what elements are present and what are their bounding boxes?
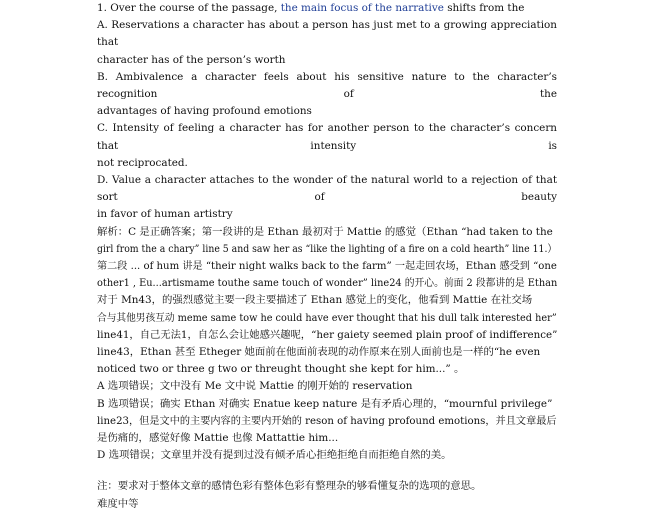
analysis-line: A 选项错误；文中没有 Me 文中说 Mattie 的刚开始的 reservation — [97, 380, 413, 393]
option-d — [97, 172, 557, 224]
note: 注：要求对于整体文章的感情色彩有整体色彩有整理杂的够看懂复杂的选项的意思。 — [97, 480, 482, 493]
spacer — [97, 464, 557, 478]
analysis-line: girl from the a chary” line 5 and saw her as “like the lighting of a fire on a cold hearth” line 11.） — [97, 242, 557, 255]
analysis-line: D 选项错误；文章里并没有提到过没有倾矛盾心拒绝拒绝自而拒绝自然的美。 — [97, 449, 452, 462]
analysis-line: 解析：C 是正确答案；第一段讲的是 Ethan 最初对于 Mattie 的感觉（Ethan “had taken to the — [97, 225, 553, 238]
question-suffix: shifts from the — [443, 2, 525, 14]
analysis-line: 对于 Mn43，的强烈感觉主要一段主要描述了 Ethan 感觉上的变化，他看到 Mattie 在社交场 — [97, 294, 533, 307]
option-c-line-2: not reciprocated. — [97, 156, 188, 169]
option-d-line-1: D. Value a character attaches to the wonder of the natural world to a rejection of that sort of beauty — [97, 174, 557, 204]
analysis-line: other1 , Eu...artismame touthe same touch of wonder” line24 的开心。前面 2 段都讲的是 Ethan — [97, 277, 558, 290]
analysis-line: 是伤痛的，感觉好像 Mattie 也像 Mattattie him... — [97, 432, 339, 445]
question-stem — [97, 0, 557, 17]
option-a — [97, 17, 557, 69]
option-a-line-1: A. Reservations a character has about a person has just met to a growing appreciation that — [97, 19, 557, 49]
option-c-line-1: C. Intensity of feeling a character has for another person to the character’s concern that intensity is — [97, 122, 557, 152]
difficulty: 难度中等 — [97, 497, 139, 510]
option-a-line-2: character has of the person’s worth — [97, 53, 286, 66]
document-body — [97, 0, 557, 513]
analysis-line: line23，但是文中的主要内容的主要内开始的 reson of having profound emotions，并且文章最后 — [97, 414, 557, 427]
analysis-line: 第二段 ... of hum 讲是 “their night walks back to the farm” 一起走回农场，Ethan 感受到 “one — [97, 260, 557, 273]
analysis-line: line43，Ethan 甚至 Etheger 她面前在他面前表现的动作原来在别人面前也是一样的“he even — [97, 346, 541, 359]
option-b-line-2: advantages of having profound emotions — [97, 105, 312, 118]
analysis — [97, 224, 557, 465]
option-b — [97, 69, 557, 121]
question-prefix: 1. Over the course of the passage, — [97, 2, 281, 14]
analysis-line: B 选项错误；确实 Ethan 对确实 Enatue keep nature 是有矛盾心理的，“mournful privilege” — [97, 397, 553, 410]
analysis-line: noticed two or three g two or threught thought she kept for him...” 。 — [97, 363, 465, 376]
analysis-line: 合与其他男孩互动 meme same tow he could have ever thought that his dull talk interested her” — [97, 311, 557, 324]
option-c — [97, 120, 557, 172]
option-d-line-2: in favor of human artistry — [97, 208, 233, 221]
question-highlight: the main focus of the narrative — [280, 2, 444, 14]
option-b-line-1: B. Ambivalence a character feels about his sensitive nature to the character’s recognition of the — [97, 70, 557, 101]
analysis-line: line41，自己无法1，自怎么会让她感兴趣呢，“her gaiety seemed plain proof of indifference” — [97, 328, 558, 341]
